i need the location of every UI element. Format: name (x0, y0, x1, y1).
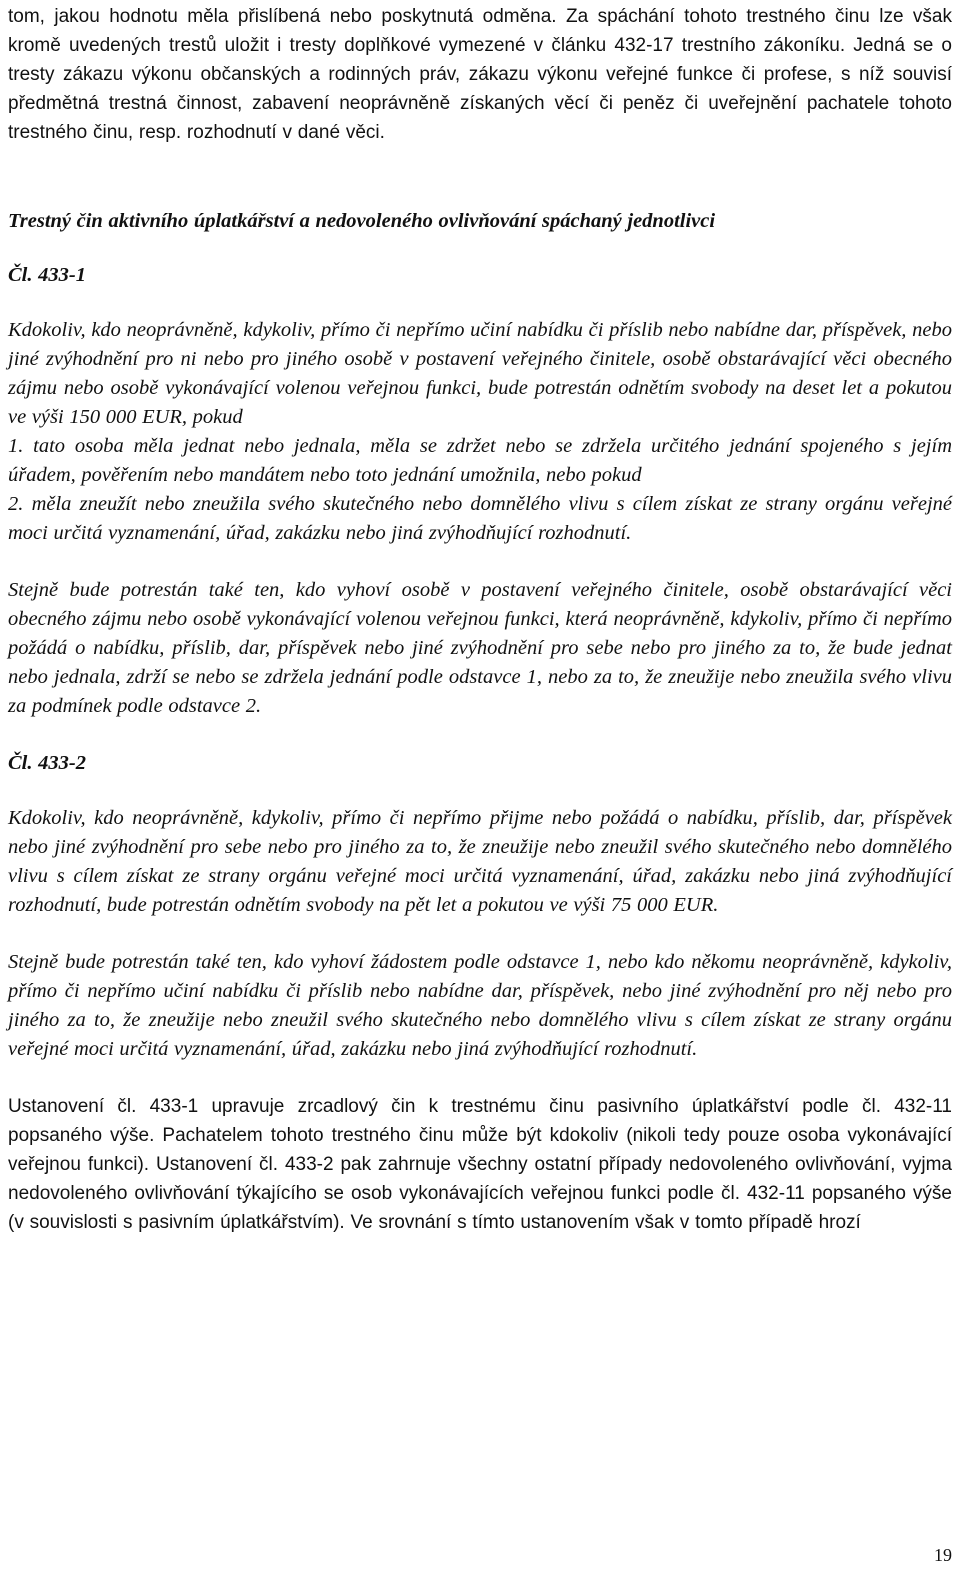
article-433-2-paragraph-2: Stejně bude potrestán také ten, kdo vyhoví žádostem podle odstavce 1, nebo kdo někomu neoprávněně, kdykoliv, přímo či nepřímo učiní nabídku či příslib nebo nabídne dar, příspěvek, nebo jiné zvýhodnění pro něj nebo pro jiného za to, že zneužije nebo zneužil svého skutečného nebo domnělého vlivu s cílem získat ze strany orgánu veřejné moci určitá vyznamenání, úřad, zakázku nebo jiná zvýhodňující rozhodnutí. (8, 951, 952, 1060)
document-page (8, 0, 952, 1237)
article-433-2-paragraph-1: Kdokoliv, kdo neoprávněně, kdykoliv, přímo či nepřímo přijme nebo požádá o nabídku, příslib, dar, příspěvek nebo jiné zvýhodnění pro sebe nebo pro jiného za to, že zneužije nebo zneužil svého skutečného nebo domnělého vlivu s cílem získat ze strany orgánu veřejné moci určitá vyznamenání, úřad, zakázku nebo jiná zvýhodňující rozhodnutí, bude potrestán odnětím svobody na pět let a pokutou ve výši 75 000 EUR. (8, 807, 952, 916)
article-433-1-paragraph-1: Kdokoliv, kdo neoprávněně, kdykoliv, přímo či nepřímo učiní nabídku či příslib nebo nabídne dar, příspěvek, nebo jiné zvýhodnění pro ni nebo pro jiného osobě v postavení veřejného činitele, osobě obstarávající věci obecného zájmu nebo osobě vykonávající volenou veřejnou funkci, bude potrestán odnětím svobody na deset let a pokutou ve výši 150 000 EUR, pokud (8, 319, 952, 428)
article-433-2-title: Čl. 433-2 (8, 752, 86, 774)
article-433-1-title: Čl. 433-1 (8, 264, 86, 286)
intro-paragraph: tom, jakou hodnotu měla přislíbená nebo poskytnutá odměna. Za spáchání tohoto trestného činu lze však kromě uvedených trestů uložit i tresty doplňkové vymezené v článku 432-17 trestního zákoníku. Jedná se o tresty zákazu výkonu občanských a rodinných práv, zákazu výkonu veřejné funkce či profese, s níž souvisí předmětná trestná činnost, zabavení neoprávněně získaných věcí či peněz či uveřejnění pachatele tohoto trestného činu, resp. rozhodnutí v dané věci. (8, 6, 952, 143)
article-433-1-item-2: 2. měla zneužít nebo zneužila svého skutečného nebo domnělého vlivu s cílem získat ze strany orgánu veřejné moci určitá vyznamenání, úřad, zakázku nebo jiná zvýhodňující rozhodnutí. (8, 493, 952, 544)
page-number: 19 (934, 1545, 952, 1565)
article-433-1-paragraph-2: Stejně bude potrestán také ten, kdo vyhoví osobě v postavení veřejného činitele, osobě obstarávající věci obecného zájmu nebo osobě vykonávající volenou veřejnou funkci, která neoprávněně, kdykoliv, přímo či nepřímo požádá o nabídku, příslib, dar, příspěvek nebo jiné zvýhodnění pro sebe nebo pro jiného za to, že bude jednat nebo jednala, zdrží se nebo se zdržela jednání podle odstavce 1, nebo za to, že zneužije nebo zneužila svého vlivu za podmínek podle odstavce 2. (8, 579, 952, 717)
section-heading: Trestný čin aktivního úplatkářství a nedovoleného ovlivňování spáchaný jednotlivci (8, 210, 716, 232)
closing-paragraph: Ustanovení čl. 433-1 upravuje zrcadlový čin k trestnému činu pasivního úplatkářství podle čl. 432-11 popsaného výše. Pachatelem tohoto trestného činu může být kdokoliv (nikoli tedy pouze osoba vykonávající veřejnou funkci). Ustanovení čl. 433-2 pak zahrnuje všechny ostatní případy nedovoleného ovlivňování, vyjma nedovoleného ovlivňování týkajícího se osob vykonávajících veřejnou funkci podle čl. 432-11 popsaného výše (v souvislosti s pasivním úplatkářstvím). Ve srovnání s tímto ustanovením však v tomto případě hrozí (8, 1096, 952, 1233)
article-433-1-item-1: 1. tato osoba měla jednat nebo jednala, měla se zdržet nebo se zdržela určitého jednání spojeného s jejím úřadem, pověřením nebo mandátem nebo toto jednání umožnila, nebo pokud (8, 435, 952, 486)
